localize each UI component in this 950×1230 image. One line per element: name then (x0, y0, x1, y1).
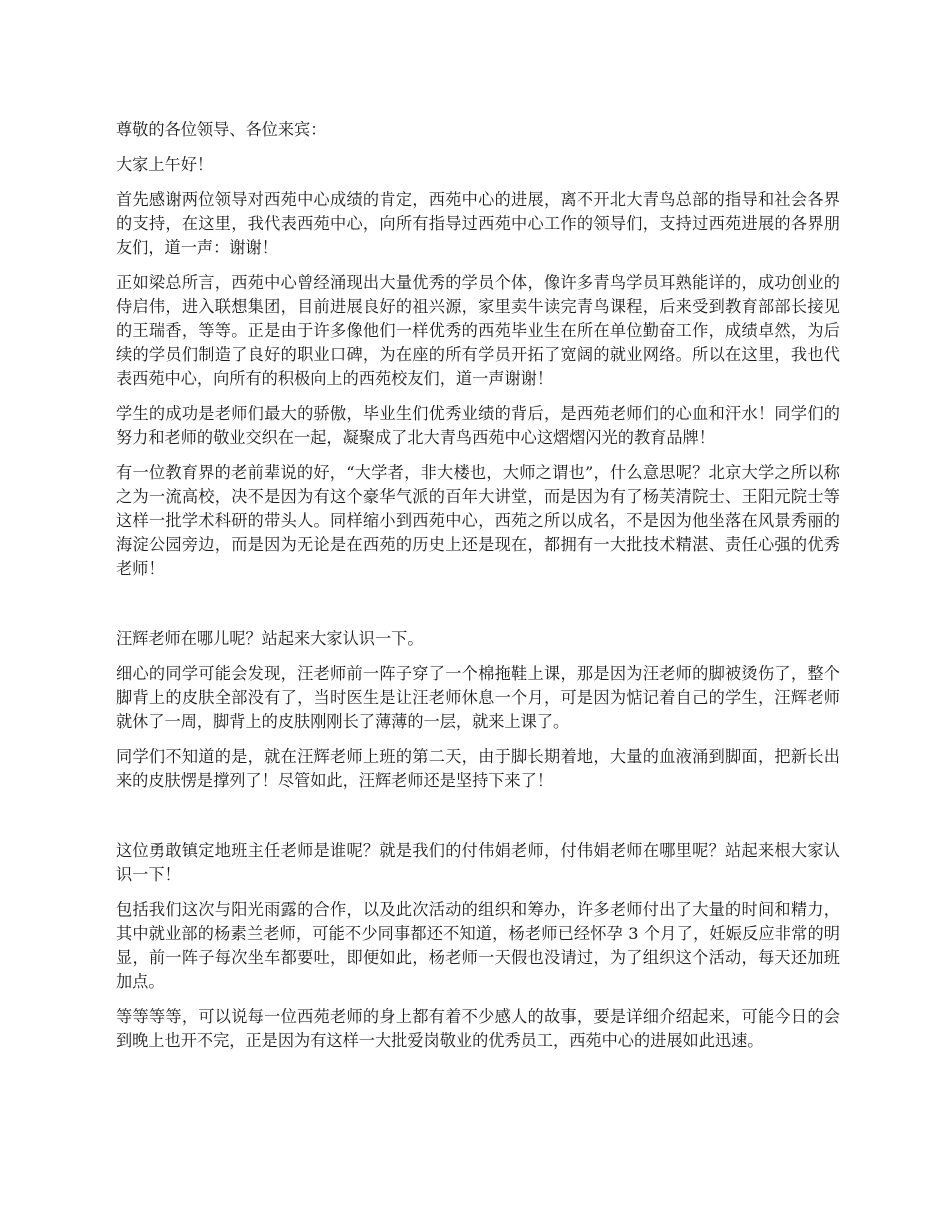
paragraph: 学生的成功是老师们最大的骄傲，毕业生们优秀业绩的背后，是西苑老师们的心血和汗水！同学们的努力和老师的敬业交织在一起，凝聚成了北大青鸟西苑中心这熠熠闪光的教育品牌！ (116, 404, 840, 447)
paragraph: 包括我们这次与阳光雨露的合作，以及此次活动的组织和筹办，许多老师付出了大量的时间和精力，其中就业部的杨素兰老师，可能不少同事都还不知道，杨老师已经怀孕 3 个月了，妊娠反应非常的明显，前一阵子每次坐车都要吐，即便如此，杨老师一天假也没请过，为了组织这个活动，每天还加班加点。 (116, 900, 840, 991)
section-gap (116, 592, 840, 627)
document-body (116, 118, 840, 1064)
paragraph: 有一位教育界的老前辈说的好，“大学者，非大楼也，大师之谓也”，什么意思呢？北京大学之所以称之为一流高校，决不是因为有这个豪华气派的百年大讲堂，而是因为有了杨芙清院士、王阳元院士等这样一批学术科研的带头人。同样缩小到西苑中心，西苑之所以成名，不是因为他坐落在风景秀丽的海淀公园旁边，而是因为无论是在西苑的历史上还是现在，都拥有一大批技术精湛、责任心强的优秀老师！ (116, 463, 840, 578)
paragraph: 首先感谢两位领导对西苑中心成绩的肯定，西苑中心的进展，离不开北大青鸟总部的指导和社会各界的支持，在这里，我代表西苑中心，向所有指导过西苑中心工作的领导们，支持过西苑进展的各界朋友们，道一声：谢谢！ (116, 190, 840, 257)
paragraph: 汪辉老师在哪儿呢？站起来大家认识一下。 (116, 629, 424, 648)
paragraph: 等等等等，可以说每一位西苑老师的身上都有着不少感人的故事，要是详细介绍起来，可能今日的会到晚上也开不完，正是因为有这样一大批爱岗敬业的优秀员工，西苑中心的进展如此迅速。 (116, 1007, 840, 1050)
paragraph: 正如梁总所言，西苑中心曾经涌现出大量优秀的学员个体，像许多青鸟学员耳熟能详的，成功创业的侍启伟，进入联想集团，目前进展良好的祖兴源，家里卖牛读完青鸟课程，后来受到教育部部长接见的王瑞香，等等。正是由于许多像他们一样优秀的西苑毕业生在所在单位勤奋工作，成绩卓然，为后续的学员们制造了良好的职业口碑，为在座的所有学员开拓了宽阔的就业网络。所以在这里，我也代表西苑中心，向所有的积极向上的西苑校友们，道一声谢谢！ (116, 273, 840, 388)
paragraph: 同学们不知道的是，就在汪辉老师上班的第二天，由于脚长期着地，大量的血液涌到脚面，把新长出来的皮肤愣是撑列了！尽管如此，汪辉老师还是坚持下来了！ (116, 747, 840, 790)
paragraph: 这位勇敢镇定地班主任老师是谁呢？就是我们的付伟娟老师，付伟娟老师在哪里呢？站起来根大家认识一下！ (116, 841, 840, 884)
salutation: 尊敬的各位领导、各位来宾： (116, 120, 327, 139)
section-gap (116, 804, 840, 839)
greeting: 大家上午好！ (116, 155, 214, 174)
paragraph: 细心的同学可能会发现，汪老师前一阵子穿了一个棉拖鞋上课，那是因为汪老师的脚被烫伤了，整个脚背上的皮肤全部没有了，当时医生是让汪老师休息一个月，可是因为惦记着自己的学生，汪辉老师就休了一周，脚背上的皮肤刚刚长了薄薄的一层，就来上课了。 (116, 664, 840, 731)
